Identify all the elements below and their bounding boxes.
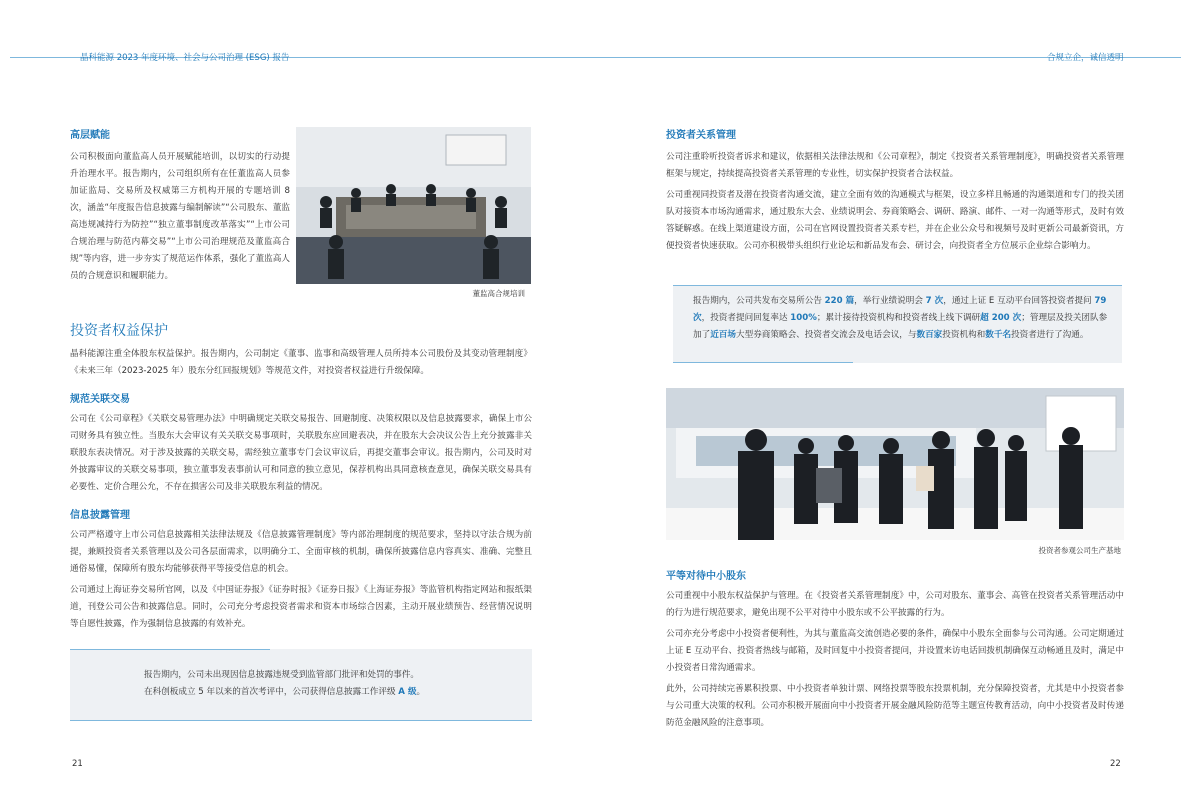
note-bottom-rule	[70, 720, 532, 721]
rights-section	[70, 320, 532, 380]
senior-body: 公司积极面向董监高人员开展赋能培训，以切实的行动提升治理水平。报告期内，公司组织所有在任董监高人员参加证监局、交易所及权威第三方机构开展的专题培训 8 次，涵盖“年度报告信息披露与编制解读”“公司股东、董监高违规减持行为防控”“独立董事制度改革落实”“上市公司合规治理与防范内幕交易”“上市公司治理规范及董监高合规”等内容，进一步夯实了规范运作体系，强化了董监高人员的合规意识和履职能力。	[70, 152, 290, 281]
rating-highlight: A 级	[398, 687, 417, 697]
senior-heading: 高层赋能	[70, 130, 110, 141]
section-slogan: 合规立企，诚信透明	[1047, 53, 1124, 63]
minority-heading: 平等对待中小股东	[666, 571, 746, 582]
ir-section	[666, 126, 1124, 255]
page-number-right: 22	[1110, 759, 1121, 769]
rights-body: 晶科能源注重全体股东权益保护。报告期内，公司制定《董事、监事和高级管理人员所持本公司股份及其变动管理制度》《未来三年（2023-2025 年）股东分红回报规划》等规范文件，对投资者权益进行升级保障。	[70, 349, 532, 376]
disclosure-note-line-1: 报告期内，公司未出现因信息披露违规受到监管部门批评和处罚的事件。	[144, 670, 420, 680]
note-top-rule	[673, 285, 1122, 286]
disclosure-note	[70, 649, 532, 721]
rights-heading: 投资者权益保护	[70, 323, 168, 339]
minority-body-3: 此外，公司持续完善累积投票、中小投资者单独计票、网络投票等股东投票机制，充分保障投资者，尤其是中小投资者参与公司重大决策的权利。公司亦积极开展面向中小投资者开展金融风险防范等主题宣传教育活动，向中小投资者及时传递防范金融风险的注意事项。	[666, 684, 1124, 728]
disclosure-note-line-2: 在科创板成立 5 年以来的首次考评中，公司获得信息披露工作评级 A 级。	[144, 687, 426, 697]
senior-section	[70, 126, 290, 285]
ir-body-2: 公司重视同投资者及潜在投资者沟通交流，建立全面有效的沟通模式与框架，设立多样且畅通的沟通渠道和专门的投关团队对接资本市场沟通需求，通过股东大会、业绩说明会、券商策略会、调研、路演、邮件、一对一沟通等形式，及时有效答疑解惑。在线上渠道建设方面，公司在官网设置投资者关系专栏，并在企业公众号和视频号及时更新公司最新资讯，方便投资者快速获取。公司亦积极带头组织行业论坛和新品发布会、研讨会，向投资者全方位展示企业综合影响力。	[666, 190, 1124, 251]
minority-section	[666, 567, 1124, 732]
investor-visit-photo	[666, 388, 1124, 540]
ir-stats-text: 报告期内，公司共发布交易所公告 220 篇，举行业绩说明会 7 次，通过上证 E 互动平台回答投资者提问 79 次，投资者提问回复率达 100%；累计接待投资机构和投资者线上线下调研超 200 次；管理层及投关团队参加了近百场大型券商策略会、投资者交流会及电话会议，与数百家投资机构和数千名投资者进行了沟通。	[693, 296, 1108, 340]
disclosure-section	[70, 506, 532, 633]
disclosure-body-2: 公司通过上海证券交易所官网，以及《中国证券报》《证券时报》《证券日报》《上海证券报》等监管机构指定网站和报纸渠道，刊登公司公告和披露信息。同时，公司充分考虑投资者需求和资本市场综合因素，主动开展业绩预告、经营情况说明等自愿性披露，作为强制信息披露的有效补充。	[70, 585, 532, 629]
board-training-photo	[296, 127, 531, 284]
disclosure-body-1: 公司严格遵守上市公司信息披露相关法律法规及《信息披露管理制度》等内部治理制度的规范要求，坚持以守法合规为前提，兼顾投资者关系管理以及公司各层面需求，以明确分工、全面审核的机制，确保所披露信息内容真实、准确、完整且通俗易懂，保障所有股东均能够获得平等接受信息的机会。	[70, 530, 532, 574]
board-training-caption: 董监高合规培训	[472, 289, 525, 298]
ir-heading: 投资者关系管理	[666, 130, 736, 141]
related-heading: 规范关联交易	[70, 394, 130, 405]
ir-body-1: 公司注重聆听投资者诉求和建议，依据相关法律法规和《公司章程》，制定《投资者关系管理制度》，明确投资者关系管理框架与规定，持续提高投资者关系管理的专业性，切实保护投资者合法权益。	[666, 152, 1124, 179]
disclosure-heading: 信息披露管理	[70, 510, 130, 521]
ir-stats-note	[673, 285, 1122, 363]
related-body: 公司在《公司章程》《关联交易管理办法》中明确规定关联交易报告、回避制度、决策权限以及信息披露要求，确保上市公司财务具有独立性。当股东大会审议有关关联交易事项时，关联股东应回避表决，并在股东大会决议公告上充分披露非关联股东表决情况。对于涉及披露的关联交易，需经独立董事专门会议审议后，再提交董事会审议。报告期内，公司及时对外披露审议的关联交易事项，独立董事发表事前认可和同意的独立意见，保荐机构出具同意核查意见，确保关联交易具有必要性、定价合理公允，不存在损害公司及非关联股东利益的情况。	[70, 414, 532, 492]
minority-body-1: 公司重视中小股东权益保护与管理。在《投资者关系管理制度》中，公司对股东、董事会、高管在投资者关系管理活动中的行为进行规范要求，避免出现不公平对待中小股东或不公平披露的行为。	[666, 591, 1124, 618]
investor-visit-caption: 投资者参观公司生产基地	[1038, 546, 1121, 555]
page-number-left: 21	[72, 759, 83, 769]
report-title: 晶科能源 2023 年度环境、社会与公司治理 (ESG) 报告	[80, 53, 290, 63]
minority-body-2: 公司亦充分考虑中小投资者便利性，为其与董监高交流创造必要的条件，确保中小股东全面参与公司沟通。公司定期通过上证 E 互动平台、投资者热线与邮箱，及时回复中小投资者提问，并设置来访电话回拨机制确保互动畅通且及时，满足中小投资者日常沟通需求。	[666, 629, 1124, 673]
related-section	[70, 390, 532, 496]
note-bottom-rule	[673, 362, 853, 363]
note-top-rule	[70, 649, 270, 650]
